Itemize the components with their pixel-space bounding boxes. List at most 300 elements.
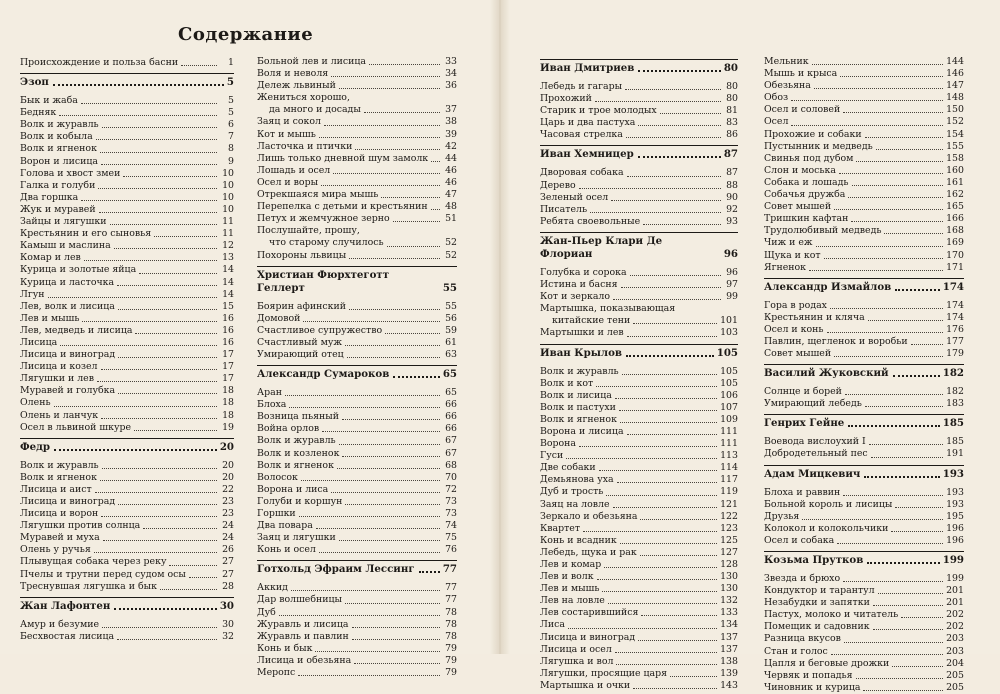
dot-leader: [830, 308, 943, 309]
dot-leader: [621, 287, 721, 288]
page-number: 107: [720, 401, 738, 413]
page-number: 78: [445, 618, 457, 630]
page-number: 132: [720, 595, 738, 607]
entry-title: Чиж и еж: [764, 237, 813, 249]
page-number: 185: [946, 436, 964, 448]
entry-title: Олень: [20, 397, 51, 409]
toc-entry: [257, 349, 457, 361]
toc-entry: [20, 264, 234, 276]
toc-entry: [257, 448, 457, 460]
toc-entry: [764, 609, 964, 621]
dot-leader: [48, 297, 218, 298]
dot-leader: [103, 540, 217, 541]
dot-leader: [873, 605, 943, 606]
page-number: 78: [445, 630, 457, 642]
dot-leader: [844, 642, 943, 643]
entry-title: Волк и лисица: [540, 389, 612, 401]
toc-entry: [257, 250, 457, 262]
page-number: 193: [946, 498, 964, 510]
toc-entry: [764, 213, 964, 225]
dot-leader: [354, 663, 440, 664]
entry-title: Петух и жемчужное зерно: [257, 213, 390, 225]
page-number: 19: [222, 421, 234, 433]
entry-title: Аккид: [257, 582, 288, 594]
toc-entry: [540, 486, 738, 498]
author-heading: [257, 365, 457, 384]
dot-leader: [590, 212, 721, 213]
dot-leader: [322, 431, 440, 432]
entry-title: Мельник: [764, 56, 809, 67]
page-number: 171: [946, 261, 964, 273]
dot-leader: [868, 320, 943, 321]
dot-leader: [848, 197, 943, 198]
dot-leader: [117, 639, 217, 640]
page-number: 27: [222, 556, 234, 568]
page-number: 191: [946, 448, 964, 460]
toc-entry: [764, 201, 964, 213]
toc-entry: [764, 621, 964, 633]
toc-entry: [540, 117, 738, 129]
toc-entry: [764, 262, 964, 274]
entry-title: Лев и мышь: [540, 583, 600, 595]
page-number: 130: [720, 571, 738, 583]
entry-title: Война орлов: [257, 423, 320, 435]
toc-entry: [20, 619, 234, 631]
entry-title: Два горшка: [20, 191, 79, 203]
page-number: 103: [720, 327, 738, 339]
toc-entry: [257, 411, 457, 423]
page-number: 174: [942, 280, 964, 293]
entry-title: Волк и кот: [540, 377, 594, 389]
toc-entry: [257, 435, 457, 447]
entry-title: Ворона и лиса: [257, 483, 329, 495]
entry-title: Павлин, щегленок и воробьи: [764, 335, 908, 347]
dot-leader: [851, 221, 943, 222]
page-number: 55: [445, 300, 457, 312]
entry-title: Зеленый осел: [540, 191, 609, 203]
entry-title: Волк и журавль: [540, 365, 619, 377]
page-number: 119: [720, 486, 738, 498]
page-number: 17: [222, 349, 234, 361]
dot-leader: [895, 289, 940, 291]
author-name: Адам Мицкевич: [764, 467, 861, 480]
toc-entry: [540, 619, 738, 631]
dot-leader: [387, 246, 440, 247]
toc-entry: [540, 216, 738, 228]
page-number: 174: [946, 311, 964, 323]
page-number: 105: [720, 365, 738, 377]
page-number: 11: [222, 216, 234, 228]
toc-entry: [20, 532, 234, 544]
dot-leader: [299, 516, 440, 517]
page-number: 26: [222, 544, 234, 556]
dot-leader: [352, 627, 440, 628]
dot-leader: [134, 430, 217, 431]
toc-entry: [540, 535, 738, 547]
dot-leader: [633, 688, 717, 689]
entry-title: Олень у ручья: [20, 544, 91, 556]
page-number: 18: [222, 397, 234, 409]
entry-title: Ворона и лисица: [540, 425, 624, 437]
toc-entry: [257, 92, 457, 116]
page-number: 77: [445, 582, 457, 594]
dot-leader: [864, 476, 939, 478]
page-number: 38: [445, 116, 457, 128]
dot-leader: [640, 555, 717, 556]
page-number: 196: [946, 522, 964, 534]
toc-entry: [257, 472, 457, 484]
toc-entry: [257, 520, 457, 532]
entry-title: Мартышка, показывающая: [540, 303, 676, 315]
entry-title: Воля и неволя: [257, 68, 329, 80]
dot-leader: [118, 357, 217, 358]
dot-leader: [630, 275, 721, 276]
toc-entry: [257, 80, 457, 92]
toc-entry: [540, 583, 738, 595]
entry-title: Мартышка и очки: [540, 679, 631, 691]
page-number: 73: [445, 508, 457, 519]
dot-leader: [843, 581, 943, 582]
toc-entry: [764, 511, 964, 523]
toc-entry: [764, 80, 964, 92]
dot-leader: [670, 676, 717, 677]
page-number: 193: [942, 467, 964, 480]
entry-title: Цапля и беговые дрожки: [764, 657, 890, 669]
toc-entry: [540, 607, 738, 619]
page-number: 5: [228, 107, 234, 119]
entry-title: Бедняк: [20, 107, 57, 119]
entry-title: Журавль и лисица: [257, 618, 349, 630]
entry-title: Воевода вислоухий I: [764, 436, 866, 448]
entry-title: Осел в львиной шкуре: [20, 421, 132, 433]
entry-title: Колокол и колокольчики: [764, 522, 889, 534]
page-number: 148: [946, 92, 964, 104]
page-number: 137: [720, 643, 738, 655]
toc-entry: [20, 484, 234, 496]
page-number: 30: [219, 599, 234, 612]
entry-title: Комар и лев: [20, 252, 81, 264]
dot-leader: [625, 89, 721, 90]
entry-title: Лисица и виноград: [20, 496, 116, 507]
entry-title: Лишь только дневной шум замолк: [257, 152, 429, 164]
page-number: 44: [445, 152, 457, 164]
toc-entry: [764, 300, 964, 312]
dot-leader: [615, 398, 717, 399]
dot-leader: [643, 224, 721, 225]
toc-entry: [257, 387, 457, 399]
entry-title: Лев и волк: [540, 571, 594, 583]
dot-leader: [315, 651, 440, 652]
toc-entry: [20, 240, 234, 252]
dot-leader: [638, 70, 720, 72]
dot-leader: [627, 176, 721, 177]
toc-entry: [20, 556, 234, 568]
toc-entry: [20, 289, 234, 301]
toc-entry: [20, 156, 234, 168]
dot-leader: [431, 161, 440, 162]
dot-leader: [848, 425, 939, 427]
toc-entry: [257, 619, 457, 631]
entry-title: Умирающий лебедь: [764, 398, 862, 410]
page-number: 125: [720, 534, 738, 546]
dot-leader: [617, 482, 717, 483]
page-number: 143: [720, 679, 738, 691]
entry-title: Червяк и попадья: [764, 669, 853, 681]
entry-title: Царь и два пастуха: [540, 117, 636, 129]
toc-entry: [540, 462, 738, 474]
entry-title: Пустынник и медведь: [764, 140, 873, 152]
page-number: 23: [222, 496, 234, 507]
toc-entry: [764, 535, 964, 547]
page-number: 9: [228, 155, 234, 167]
dot-leader: [102, 468, 217, 469]
page-number: 80: [723, 62, 738, 74]
dot-leader: [54, 449, 217, 451]
toc-entry: [540, 93, 738, 105]
entry-title: Кот и мышь: [257, 128, 316, 140]
toc-entry: [764, 682, 964, 694]
toc-entry: [540, 390, 738, 402]
toc-entry: [540, 204, 738, 216]
page-number: 111: [720, 438, 738, 450]
entry-title: Демьянова уха: [540, 474, 614, 486]
entry-title: Звезда и брюхо: [764, 573, 841, 584]
page-number: 18: [222, 385, 234, 397]
dot-leader: [843, 495, 943, 496]
author-heading: [257, 560, 457, 579]
dot-leader: [160, 589, 217, 590]
toc-entry: [764, 177, 964, 189]
page-number: 16: [222, 336, 234, 348]
entry-title: Стан и голос: [764, 645, 828, 657]
page-number: 134: [720, 619, 738, 631]
entry-title: Гора в родах: [764, 299, 827, 311]
dot-leader: [640, 519, 717, 520]
entry-title: Голуби и коршун: [257, 495, 343, 507]
page-number: 70: [445, 471, 457, 483]
entry-title: Дуб: [257, 606, 276, 618]
dot-leader: [419, 571, 440, 573]
entry-title: Прохожий: [540, 93, 592, 105]
entry-title: Заяц на ловле: [540, 498, 610, 510]
dot-leader: [81, 103, 217, 104]
dot-leader: [608, 603, 717, 604]
toc-entry: [257, 201, 457, 213]
dot-leader: [100, 152, 217, 153]
page-number: 51: [445, 213, 457, 225]
dot-leader: [837, 543, 943, 544]
page-number: 61: [445, 336, 457, 348]
dot-leader: [809, 270, 943, 271]
dot-leader: [626, 355, 714, 357]
author-name: Козьма Прутков: [764, 554, 864, 566]
toc-entry: [20, 180, 234, 192]
dot-leader: [840, 76, 943, 77]
toc-entry: [20, 192, 234, 204]
entry-title: Волк и ягненок: [20, 143, 97, 155]
toc-entry: [764, 92, 964, 104]
entry-title: Лебедь, щука и рак: [540, 546, 637, 558]
page-number: 97: [726, 279, 738, 291]
dot-leader: [911, 344, 943, 345]
page-number: 196: [946, 534, 964, 546]
entry-title: Слон и моська: [764, 164, 836, 176]
toc-entry: [257, 496, 457, 508]
toc-entry: [764, 141, 964, 153]
toc-entry: [20, 349, 234, 361]
page-number: 33: [445, 56, 457, 67]
entry-title: Лисица и обезьяна: [257, 654, 352, 666]
toc-entry: [20, 581, 234, 593]
page-number: 133: [720, 607, 738, 619]
entry-title: Волк и кобыла: [20, 131, 93, 143]
entry-title: Жук и муравей: [20, 203, 96, 215]
dot-leader: [856, 678, 944, 679]
entry-title: Лев и мышь: [20, 312, 80, 324]
toc-column-3: [540, 56, 738, 692]
toc-entry: [257, 165, 457, 177]
page-number: 37: [445, 104, 457, 116]
toc-entry: [540, 129, 738, 141]
dot-leader: [839, 173, 943, 174]
toc-entry: [257, 594, 457, 606]
entry-title: Лисица и козел: [20, 361, 98, 373]
page-number: 52: [445, 249, 457, 261]
dot-leader: [613, 299, 721, 300]
entry-title: Тришкин кафтан: [764, 213, 849, 225]
dot-leader: [597, 579, 717, 580]
dot-leader: [604, 567, 717, 568]
page-number: 80: [726, 93, 738, 105]
page-number: 78: [445, 606, 457, 618]
entry-title: Журавль и павлин: [257, 630, 349, 642]
dot-leader: [579, 188, 721, 189]
page-number: 10: [222, 191, 234, 203]
entry-title: Лебедь и гагары: [540, 81, 623, 92]
page-number: 67: [445, 447, 457, 459]
page-number: 105: [720, 377, 738, 389]
dot-leader: [619, 410, 717, 411]
toc-entry: [20, 472, 234, 484]
dot-leader: [620, 422, 717, 423]
page-number: 1: [228, 57, 234, 68]
entry-title: Блоха и раввин: [764, 486, 841, 498]
entry-title: Плывущая собака через реку: [20, 556, 167, 568]
dot-leader: [865, 406, 943, 407]
entry-title: Лиса: [540, 619, 565, 631]
dot-leader: [59, 115, 217, 116]
page-number: 65: [442, 368, 457, 381]
toc-entry: [540, 303, 738, 327]
entry-title: Амур и безумие: [20, 618, 100, 630]
page-number: 93: [726, 215, 738, 227]
toc-entry: [540, 680, 738, 692]
toc-entry: [764, 386, 964, 398]
dot-leader: [852, 185, 944, 186]
dot-leader: [364, 112, 440, 113]
toc-entry: [257, 325, 457, 337]
entry-title: Волк и журавль: [20, 119, 99, 131]
page-number: 72: [445, 483, 457, 495]
page-number: 170: [946, 249, 964, 261]
page-number: 130: [720, 583, 738, 595]
dot-leader: [81, 200, 217, 201]
page-number: 111: [720, 425, 738, 437]
entry-title: Домовой: [257, 312, 301, 324]
entry-title: Обезьяна: [764, 80, 811, 92]
page-number: 144: [946, 56, 964, 67]
entry-title: Свинья под дубом: [764, 152, 854, 164]
dot-leader: [53, 84, 224, 86]
dot-leader: [627, 434, 718, 435]
toc-entry: [764, 116, 964, 128]
author-heading: [540, 59, 738, 78]
toc-entry: [540, 105, 738, 117]
entry-title: Волк и журавль: [257, 435, 336, 447]
book-gutter: [490, 0, 510, 654]
page-number: 161: [946, 176, 964, 188]
dot-leader: [901, 617, 943, 618]
page-number: 17: [222, 373, 234, 385]
toc-entry: [540, 81, 738, 93]
page-number: 96: [723, 247, 738, 260]
toc-entry: [540, 571, 738, 583]
page-number: 12: [222, 240, 234, 252]
dot-leader: [791, 125, 943, 126]
entry-title: Галка и голуби: [20, 179, 96, 191]
entry-title: Мартышки и лев: [540, 327, 624, 339]
page-number: 109: [720, 413, 738, 425]
entry-title: Лягушки и лев: [20, 373, 94, 385]
page-number: 11: [222, 228, 234, 240]
page-number: 6: [228, 119, 234, 131]
entry-title: Муравей и голубка: [20, 385, 116, 397]
page-number: 96: [726, 266, 738, 278]
page-number: 146: [946, 68, 964, 80]
page-number: 74: [445, 520, 457, 532]
entry-title: Заяц и лягушки: [257, 532, 336, 544]
page-number: 160: [946, 164, 964, 176]
toc-entry: [540, 474, 738, 486]
page-number: 154: [946, 128, 964, 140]
dot-leader: [816, 246, 944, 247]
toc-entry: [764, 68, 964, 80]
dot-leader: [802, 519, 943, 520]
entry-title: Дележ львиный: [257, 80, 336, 92]
toc-entry: [764, 165, 964, 177]
toc-entry: [257, 129, 457, 141]
dot-leader: [345, 603, 440, 604]
dot-leader: [843, 112, 943, 113]
dot-leader: [834, 356, 943, 357]
entry-title: Крестьянин и его сыновья: [20, 228, 152, 240]
page-number: 204: [946, 657, 964, 669]
author-name: Генрих Гейне: [764, 417, 845, 430]
page-number: 205: [946, 681, 964, 693]
page-number: 59: [445, 324, 457, 336]
toc-entry: [764, 237, 964, 249]
toc-entry: [540, 267, 738, 279]
page-number: 155: [946, 140, 964, 152]
toc-entry: [20, 410, 234, 422]
toc-entry: [540, 180, 738, 192]
toc-entry: [540, 523, 738, 535]
dot-leader: [596, 386, 717, 387]
page-number: 30: [222, 618, 234, 630]
page-number: 179: [946, 348, 964, 360]
page-number: 16: [222, 312, 234, 324]
toc-entry: [540, 327, 738, 339]
